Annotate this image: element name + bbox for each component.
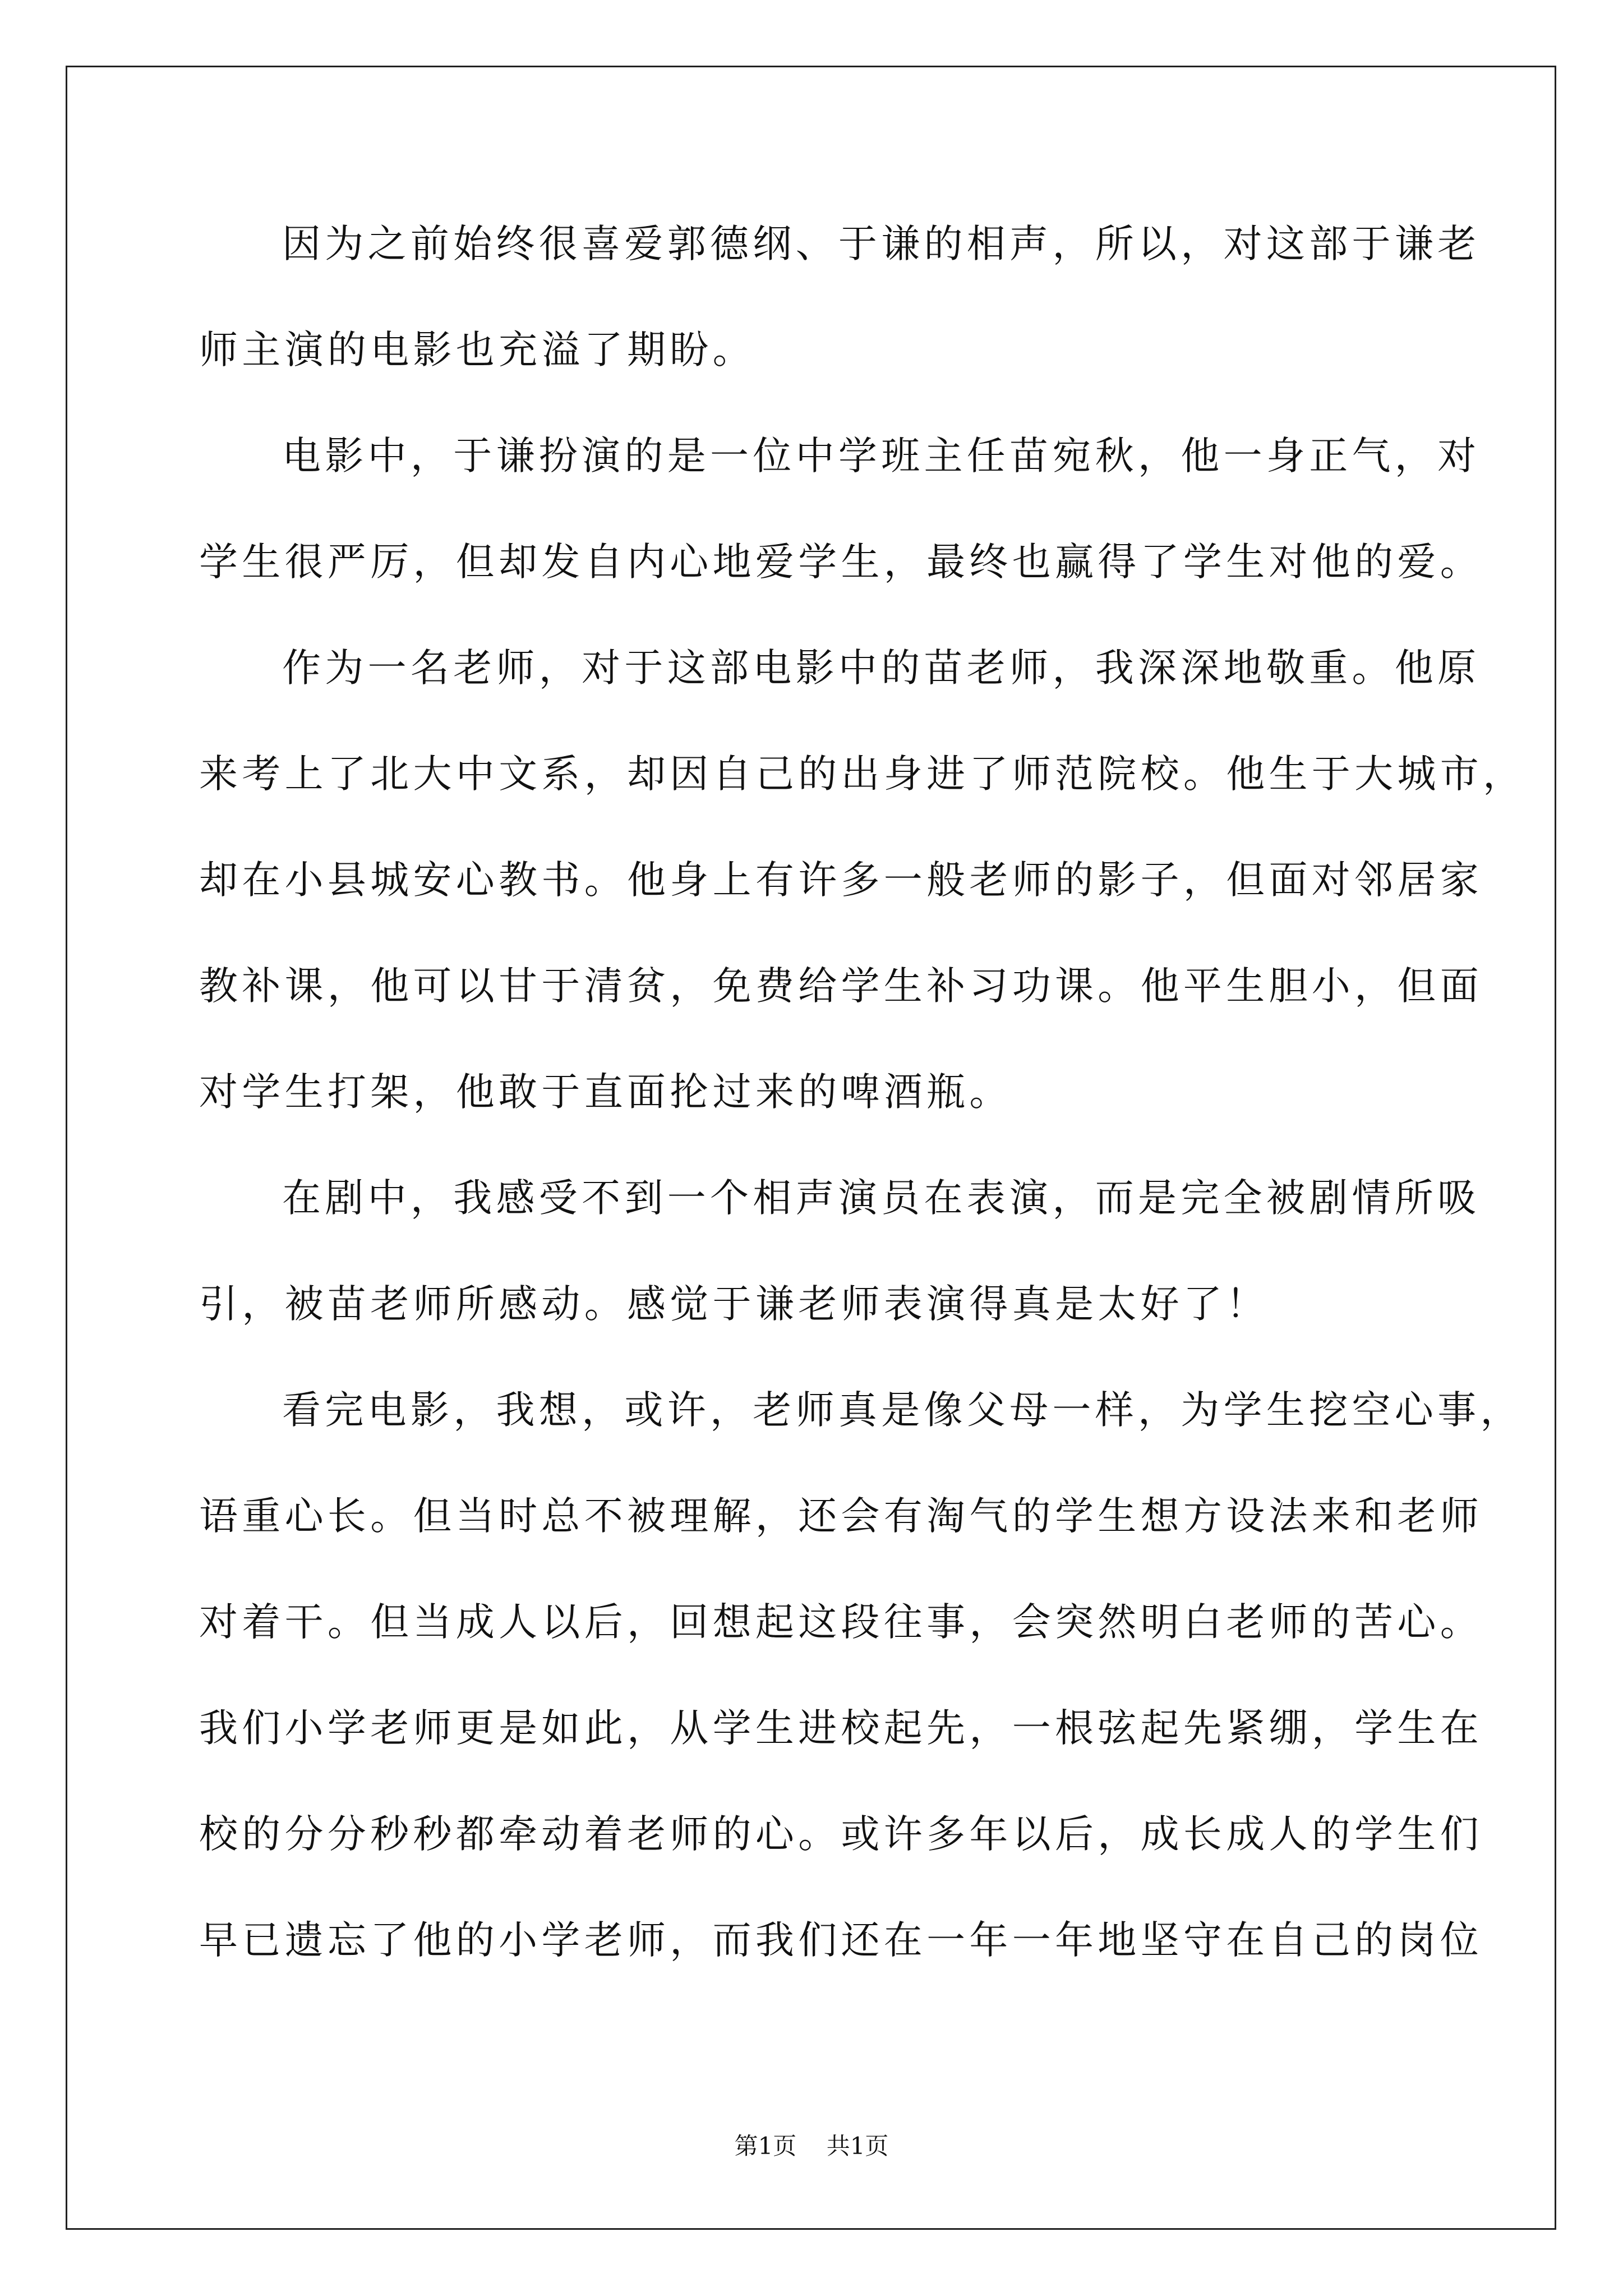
text-line-4: 学生很严厉，但却发自内心地爱学生，最终也赢得了学生对他的爱。 [199,540,1483,585]
page-footer [0,2129,1623,2163]
text-line-17: 早已遗忘了他的小学老师，而我们还在一年一年地坚守在自己的岗位 [199,1918,1483,1963]
text-line-8: 教补课，他可以甘于清贫，免费给学生补习功课。他平生胆小，但面 [199,964,1483,1009]
text-line-3: 电影中，于谦扮演的是一位中学班主任苗宛秋，他一身正气，对 [282,434,1481,478]
text-line-14: 对着干。但当成人以后，回想起这段往事，会突然明白老师的苦心。 [199,1600,1483,1645]
text-line-6: 来考上了北大中文系，却因自己的出身进了师范院校。他生于大城市， [199,752,1526,797]
text-line-13: 语重心长。但当时总不被理解，还会有淘气的学生想方设法来和老师 [199,1494,1483,1539]
text-line-1: 因为之前始终很喜爱郭德纲、于谦的相声，所以，对这部于谦老 [282,222,1481,266]
text-line-5: 作为一名老师，对于这部电影中的苗老师，我深深地敬重。他原 [282,646,1481,691]
page-border [66,66,1556,2230]
text-line-2: 师主演的电影也充溢了期盼。 [199,328,755,372]
page-number: 第1页 [734,2132,797,2160]
text-line-9: 对学生打架，他敢于直面抡过来的啤酒瓶。 [199,1070,1012,1115]
text-line-16: 校的分分秒秒都牵动着老师的心。或许多年以后，成长成人的学生们 [199,1812,1483,1857]
text-line-12: 看完电影，我想，或许，老师真是像父母一样，为学生挖空心事， [282,1388,1523,1433]
page-total: 共1页 [826,2132,889,2160]
text-line-10: 在剧中，我感受不到一个相声演员在表演，而是完全被剧情所吸 [282,1176,1481,1221]
text-line-11: 引，被苗老师所感动。感觉于谦老师表演得真是太好了！ [199,1282,1269,1327]
text-line-7: 却在小县城安心教书。他身上有许多一般老师的影子，但面对邻居家 [199,858,1483,903]
text-line-15: 我们小学老师更是如此，从学生进校起先，一根弦起先紧绷，学生在 [199,1706,1483,1751]
